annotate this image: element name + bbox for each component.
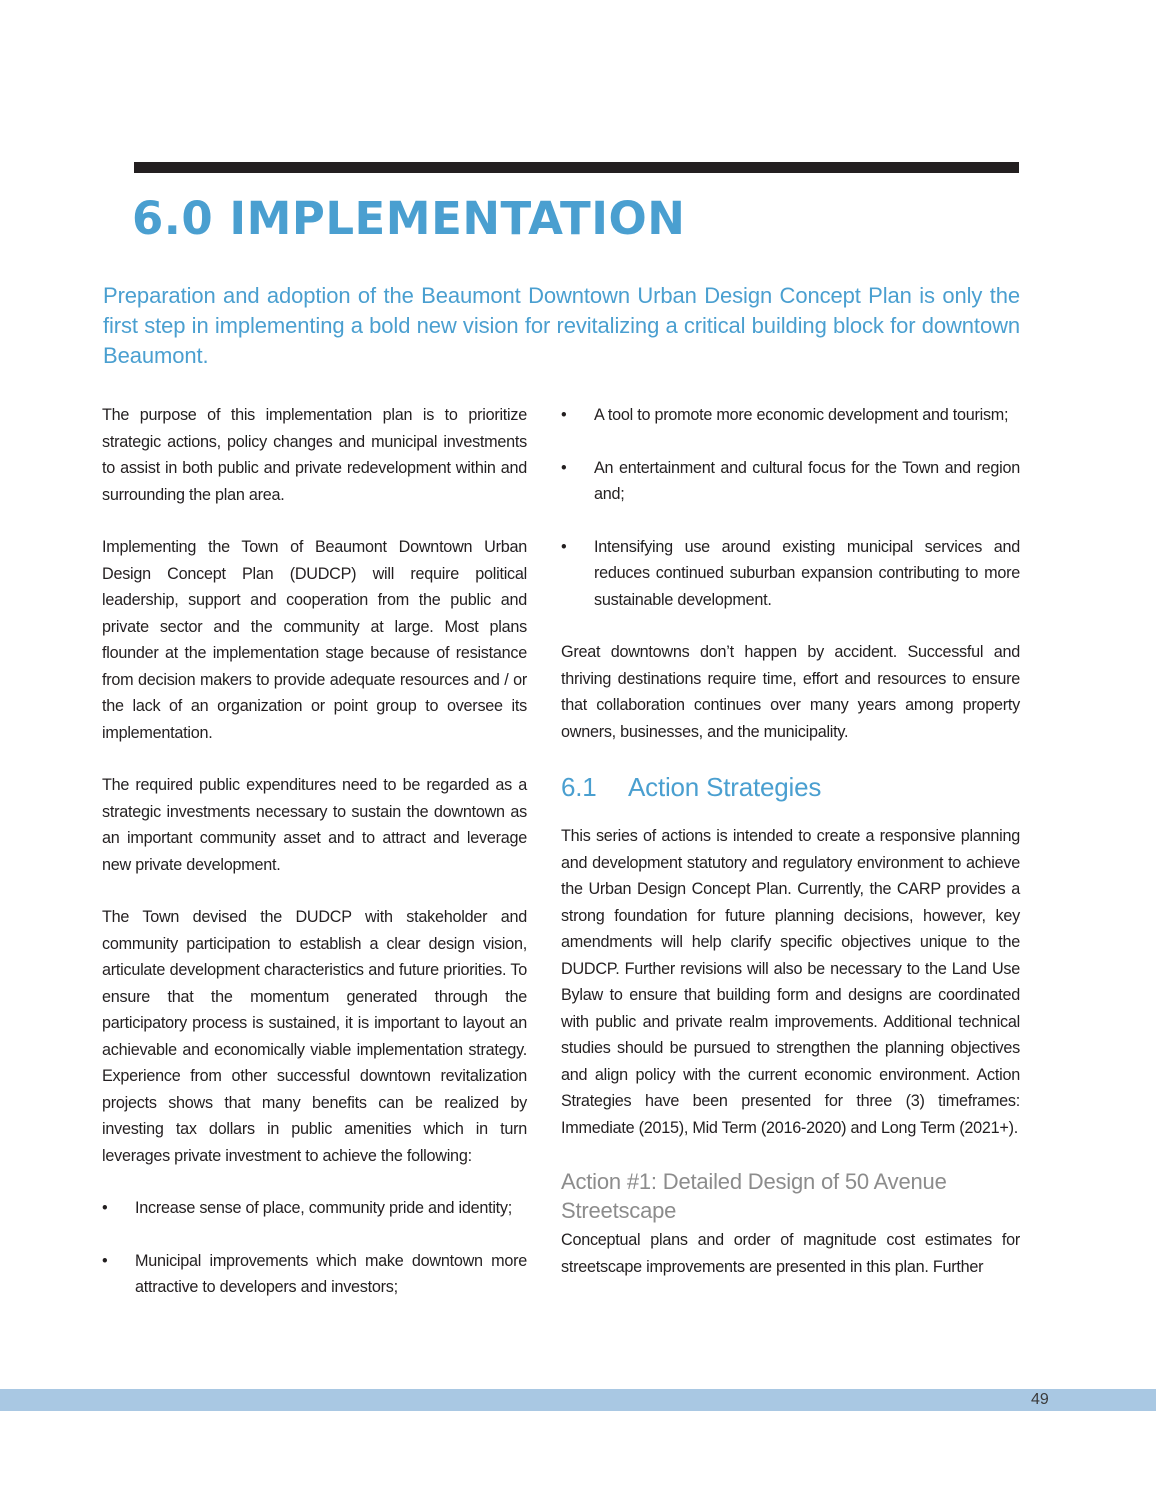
section-title: Action Strategies — [628, 772, 822, 802]
body-paragraph: The purpose of this implementation plan is to prioritize strategic actions, policy changes and municipal investments to assist in both public and private redevelopment within and surrounding the plan area. — [102, 406, 527, 504]
bullet-item — [102, 1195, 527, 1222]
page-number: 49 — [1031, 1391, 1049, 1408]
bullet-text: Increase sense of place, community pride and identity; — [135, 1199, 513, 1217]
intro-paragraph: Preparation and adoption of the Beaumont Downtown Urban Design Concept Plan is only the first step in implementing a bold new vision for revitalizing a critical building block for downtown Beaumont. — [103, 283, 1020, 368]
body-paragraph: Implementing the Town of Beaumont Downtown Urban Design Concept Plan (DUDCP) will require political leadership, support and cooperation from the public and private sector and the community at large. Most plans flounder at the implementation stage because of resistance from decision makers to provide adequate resources and / or the lack of an organization or point group to oversee its implementation. — [102, 538, 527, 742]
bullet-item — [102, 1248, 527, 1301]
action-heading: Action #1: Detailed Design of 50 Avenue Streetscape — [561, 1169, 947, 1223]
bullet-icon: • — [102, 1199, 108, 1217]
section-heading — [561, 771, 1020, 803]
bullet-text: Municipal improvements which make downtown more attractive to developers and investors; — [135, 1251, 527, 1296]
body-paragraph: Great downtowns don’t happen by accident. Successful and thriving destinations require time, effort and resources to ensure that collaboration continues over many years among property owners, businesses, and the municipality. — [561, 643, 1020, 741]
bullet-icon: • — [561, 458, 567, 477]
left-column — [102, 402, 527, 1327]
bullet-text: A tool to promote more economic development and tourism; — [594, 406, 1009, 424]
right-column — [561, 402, 1020, 1306]
bullet-icon: • — [102, 1251, 108, 1270]
top-rule — [134, 162, 1019, 173]
page-title: 6.0 IMPLEMENTATION — [132, 192, 686, 245]
body-paragraph: Conceptual plans and order of magnitude cost estimates for streetscape improvements are presented in this plan. Further — [561, 1231, 1020, 1276]
bullet-item — [561, 534, 1020, 614]
footer-bar — [0, 1389, 1156, 1411]
bullet-item — [561, 402, 1020, 429]
bullet-text: Intensifying use around existing municipal services and reduces continued suburban expansion contributing to more sustainable development. — [594, 537, 1020, 609]
bullet-icon: • — [561, 406, 567, 424]
section-number: 6.1 — [561, 772, 597, 802]
bullet-icon: • — [561, 537, 567, 556]
body-paragraph: This series of actions is intended to create a responsive planning and development statutory and regulatory environment to achieve the Urban Design Concept Plan. Currently, the CARP provides a strong foundation for future planning decisions, however, key amendments will help clarify specific objectives unique to the DUDCP. Further revisions will also be necessary to the Land Use Bylaw to ensure that building form and designs are coordinated with public and private realm improvements. Additional technical studies should be pursued to strengthen the planning objectives and align policy with the current economic environment. Action Strategies have been presented for three (3) timeframes: Immediate (2015), Mid Term (2016-2020) and Long Term (2021+). — [561, 827, 1020, 1137]
body-paragraph: The Town devised the DUDCP with stakeholder and community participation to establish a clear design vision, articulate development characteristics and future priorities. To ensure that the momentum generated through the participatory process is sustained, it is important to layout an achievable and economically viable implementation strategy. Experience from other successful downtown revitalization projects shows that many benefits can be realized by investing tax dollars in public amenities which in turn leverages private investment to achieve the following: — [102, 908, 527, 1165]
bullet-item — [561, 455, 1020, 508]
body-paragraph: The required public expenditures need to be regarded as a strategic investments necessary to sustain the downtown as an important community asset and to attract and leverage new private development. — [102, 776, 527, 874]
bullet-text: An entertainment and cultural focus for the Town and region and; — [594, 458, 1020, 503]
